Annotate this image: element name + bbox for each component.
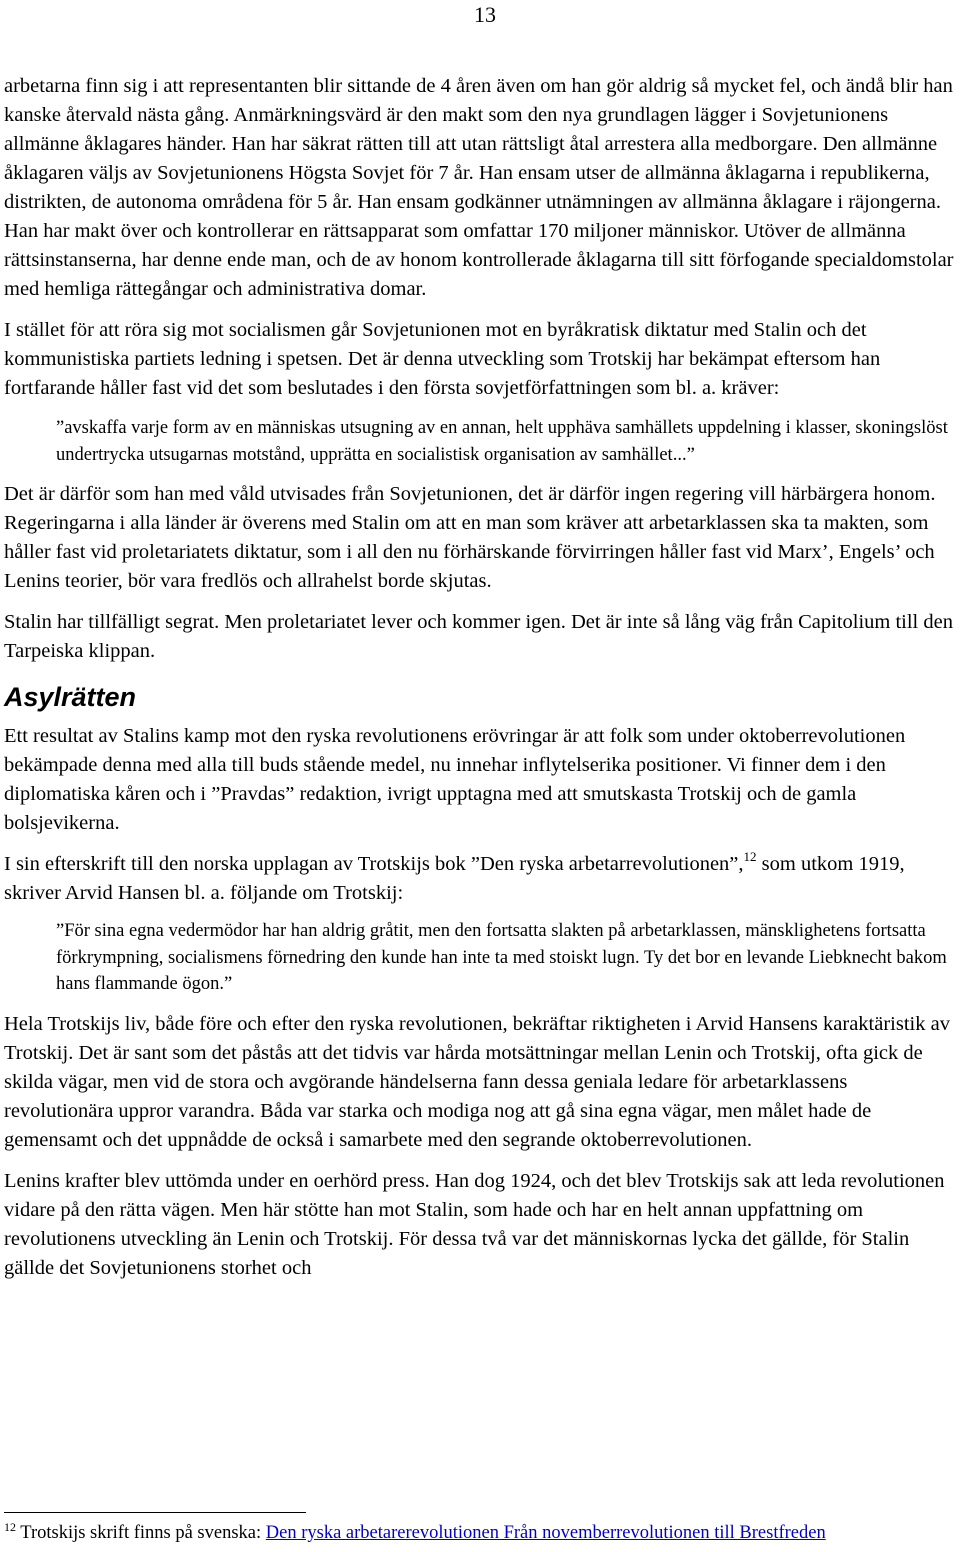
paragraph-7: Hela Trotskijs liv, både före och efter den ryska revolutionen, bekräftar riktigheten i Arvid Hansens karaktäristik av Trotskij. Det är sant som det påstås att det tidvis var hårda motsättningar mellan Lenin och Trotskij, ofta gick de skilda vägar, men vid de stora och avgörande händelserna fann dessa geniala ledare för arbetarklassens revolutionära uppror varandra. Båda var starka och modiga nog att gå sina egna vägar, men målet hade de gemensamt och det uppnådde de också i samarbete med den segrande oktoberrevolutionen. [4,1012,950,1151]
footnote [4,1520,956,1546]
block-quote-2 [4,918,956,998]
block-quote-1-text: ”avskaffa varje form av en människas utsugning av en annan, helt upphäva samhällets uppdelning i klasser, skoningslöst undertrycka utsugarnas motstånd, upprätta en socialistisk organisation av samhället...” [56,418,948,465]
footnote-link[interactable]: Den ryska arbetarerevolutionen Från novemberrevolutionen till Brestfreden [265,1523,826,1543]
paragraph-4: Stalin har tillfälligt segrat. Men proletariatet lever och kommer igen. Det är inte så lång väg från Capitolium till den Tarpeiska klippan. [4,611,953,662]
footnote-reference[interactable]: 12 [743,849,757,864]
footnote-text: Trotskijs skrift finns på svenska: [16,1523,266,1543]
paragraph-6 [4,850,956,908]
block-quote-2-text: ”För sina egna vedermödor har han aldrig gråtit, men den fortsatta slakten på arbetarklassen, mänsklighetens fortsatta förkrympning, socialismens förnedring den kunde han inte ta med stoiskt lugn. Ty det bor en levande Liebknecht bakom hans flammande ögon.” [56,921,947,994]
section-heading: Asylrätten [4,682,137,712]
block-quote-1 [4,415,956,468]
paragraph-5: Ett resultat av Stalins kamp mot den ryska revolutionens erövringar är att folk som under oktoberrevolutionen bekämpade denna med alla till buds stående medel, nu innehar inflytelserika positioner. Vi finner dem i den diplomatiska kåren och i ”Pravdas” redaktion, ivrigt upptagna med att smutskasta Trotskij och de gamla bolsjevikerna. [4,725,906,834]
paragraph-6-part-2: som utkom 1919, skriver Arvid Hansen bl. a. följande om Trotskij: [4,853,905,904]
footnote-number: 12 [4,1520,16,1534]
paragraph-8: Lenins krafter blev uttömda under en oerhörd press. Han dog 1924, och det blev Trotskijs sak att leda revolutionen vidare på den rätta vägen. Men här stötte han mot Stalin, som hade och har en helt annan uppfattning om revolutionens utveckling än Lenin och Trotskij. För dessa två var det människornas lycka det gällde, för Stalin gällde det Sovjetunionens storhet och [4,1169,945,1279]
paragraph-3: Det är därför som han med våld utvisades från Sovjetunionen, det är därför ingen regering vill härbärgera honom. Regeringarna i alla länder är överens med Stalin om att en man som kräver att arbetarklassen ska ta makten, som håller fast vid proletariatets diktatur, som i all den nu förhärskande förvirringen håller fast vid Marx’, Engels’ och Lenins teorier, bör vara fredlös och allrahelst borde skjutas. [4,483,936,592]
paragraph-1: arbetarna finn sig i att representanten blir sittande de 4 åren även om han gör aldrig så mycket fel, och ändå blir han kanske återvald nästa gång. Anmärkningsvärd är den makt som den nya grundlagen lägger i Sovjetunionens allmänne åklagares händer. Han har säkrat rätten till att utan rättsligt åtal arrestera alla medborgare. Den allmänne åklagaren väljs av Sovjetunionens Högsta Sovjet för 7 år. Han ensam utser de allmänna åklagarna i republikerna, distrikten, de autonoma områdena för 5 år. Han ensam godkänner utnämningen av allmänna åklagare i räjongerna. Han har makt över och kontrollerar en rättsapparat som omfattar 170 miljoner människor. Utöver de allmänna rättsinstanserna, har denne ende man, och de av honom kontrollerade åklagarna till sitt förfogande specialdomstolar med hemliga rättegångar och administrativa domar. [4,75,954,300]
footnote-divider [4,1512,306,1513]
paragraph-6-part-1: I sin efterskrift till den norska upplagan av Trotskijs bok ”Den ryska arbetarrevolutionen”, [4,853,744,875]
document-body [4,72,956,1283]
paragraph-2: I stället för att röra sig mot socialismen går Sovjetunionen mot en byråkratisk diktatur med Stalin och det kommunistiska partiets ledning i spetsen. Det är denna utveckling som Trotskij har bekämpat eftersom han fortfarande håller fast vid det som beslutades i den första sovjetförfattningen som bl. a. kräver: [4,319,881,399]
page-number: 13 [474,2,496,27]
